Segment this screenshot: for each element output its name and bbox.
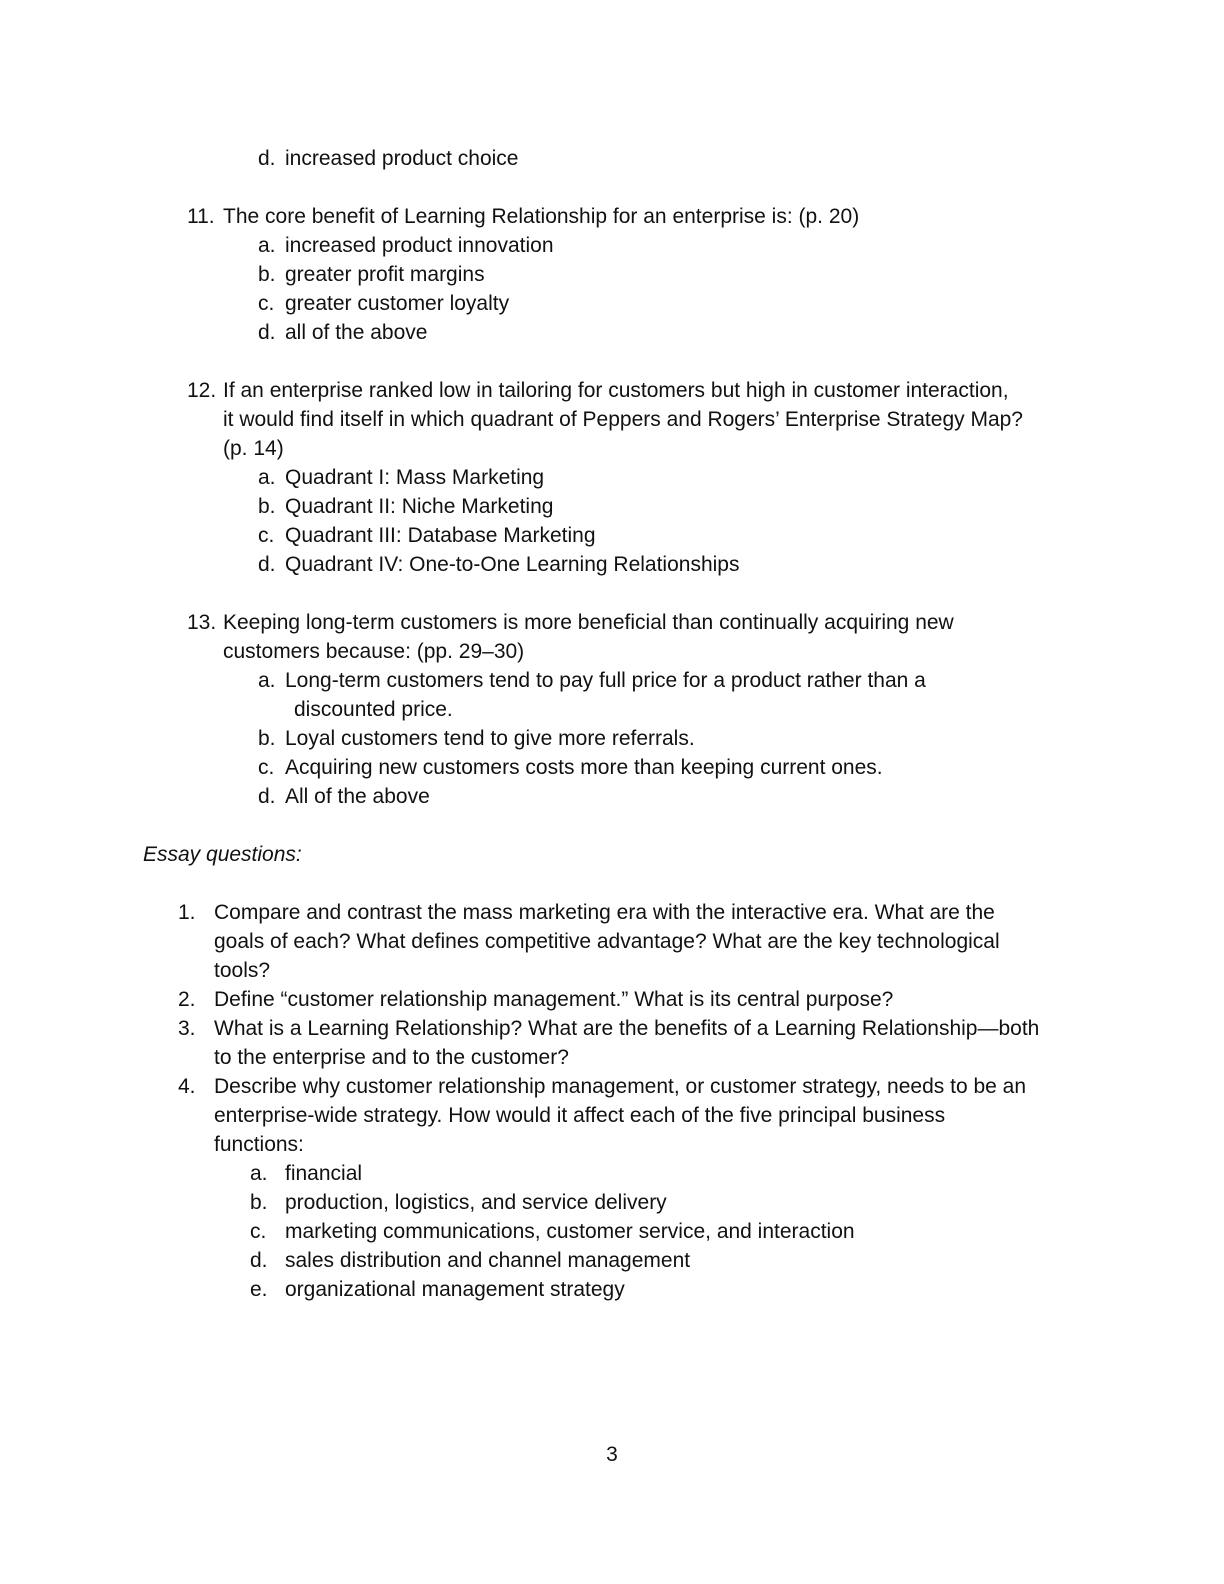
essay-number: 1. — [178, 901, 196, 924]
option-text: increased product choice — [285, 147, 519, 170]
option-text: Quadrant IV: One-to-One Learning Relationships — [285, 553, 740, 576]
option-text-line-1: Long-term customers tend to pay full price for a product rather than a — [285, 669, 926, 692]
option-text: increased product innovation — [285, 234, 554, 257]
option-text: all of the above — [285, 321, 428, 344]
option-text: All of the above — [285, 785, 430, 808]
option-letter: b. — [250, 1191, 268, 1214]
essay-number: 4. — [178, 1075, 196, 1098]
question-text-line-1: If an enterprise ranked low in tailoring for customers but high in customer interaction, — [223, 379, 1009, 402]
option-text: Acquiring new customers costs more than keeping current ones. — [285, 756, 883, 779]
essay-text-line-1: What is a Learning Relationship? What are the benefits of a Learning Relationship—both — [214, 1017, 1040, 1040]
option-text: production, logistics, and service delivery — [285, 1191, 667, 1214]
essay-text-line-1: Define “customer relationship management.” What is its central purpose? — [214, 988, 894, 1011]
essay-text-line-3: tools? — [214, 959, 271, 982]
essay-number: 2. — [178, 988, 196, 1011]
question-number: 11. — [187, 205, 215, 228]
essay-heading: Essay questions: — [143, 843, 302, 866]
option-text: Quadrant III: Database Marketing — [285, 524, 596, 547]
option-letter: b. — [258, 263, 276, 286]
essay-text-line-2: to the enterprise and to the customer? — [214, 1046, 569, 1069]
essay-text-line-2: enterprise-wide strategy. How would it affect each of the five principal business — [214, 1104, 946, 1127]
option-letter: d. — [250, 1249, 268, 1272]
option-text-line-2: discounted price. — [294, 698, 453, 721]
option-text: sales distribution and channel management — [285, 1249, 691, 1272]
option-text: Quadrant II: Niche Marketing — [285, 495, 554, 518]
essay-text-line-3: functions: — [214, 1133, 304, 1156]
question-number: 12. — [187, 379, 217, 402]
question-text-line-1: Keeping long-term customers is more beneficial than continually acquiring new — [223, 611, 954, 634]
essay-number: 3. — [178, 1017, 196, 1040]
option-letter: a. — [250, 1162, 268, 1185]
essay-text-line-1: Describe why customer relationship management, or customer strategy, needs to be an — [214, 1075, 1027, 1098]
question-number: 13. — [187, 611, 217, 634]
essay-text-line-1: Compare and contrast the mass marketing era with the interactive era. What are the — [214, 901, 995, 924]
option-letter: d. — [258, 321, 276, 344]
option-letter: a. — [258, 466, 276, 489]
option-letter: c. — [258, 756, 275, 779]
option-letter: d. — [258, 147, 276, 170]
option-letter: c. — [250, 1220, 267, 1243]
page-number: 3 — [606, 1443, 618, 1466]
option-letter: b. — [258, 495, 276, 518]
question-text-line-2: it would find itself in which quadrant of Peppers and Rogers’ Enterprise Strategy Map? — [223, 408, 1023, 431]
option-text: Quadrant I: Mass Marketing — [285, 466, 545, 489]
option-letter: c. — [258, 292, 275, 315]
option-letter: b. — [258, 727, 276, 750]
question-text: The core benefit of Learning Relationship for an enterprise is: (p. 20) — [223, 205, 860, 228]
option-letter: c. — [258, 524, 275, 547]
option-text: marketing communications, customer service, and interaction — [285, 1220, 855, 1243]
option-letter: a. — [258, 234, 276, 257]
question-text-line-3: (p. 14) — [223, 437, 284, 460]
option-text: Loyal customers tend to give more referrals. — [285, 727, 695, 750]
option-letter: e. — [250, 1278, 268, 1301]
question-text-line-2: customers because: (pp. 29–30) — [223, 640, 525, 663]
option-letter: a. — [258, 669, 276, 692]
option-letter: d. — [258, 785, 276, 808]
option-letter: d. — [258, 553, 276, 576]
option-text: organizational management strategy — [285, 1278, 625, 1301]
option-text: greater customer loyalty — [285, 292, 510, 315]
option-text: greater profit margins — [285, 263, 485, 286]
essay-text-line-2: goals of each? What defines competitive advantage? What are the key technological — [214, 930, 1000, 953]
option-text: financial — [285, 1162, 363, 1185]
